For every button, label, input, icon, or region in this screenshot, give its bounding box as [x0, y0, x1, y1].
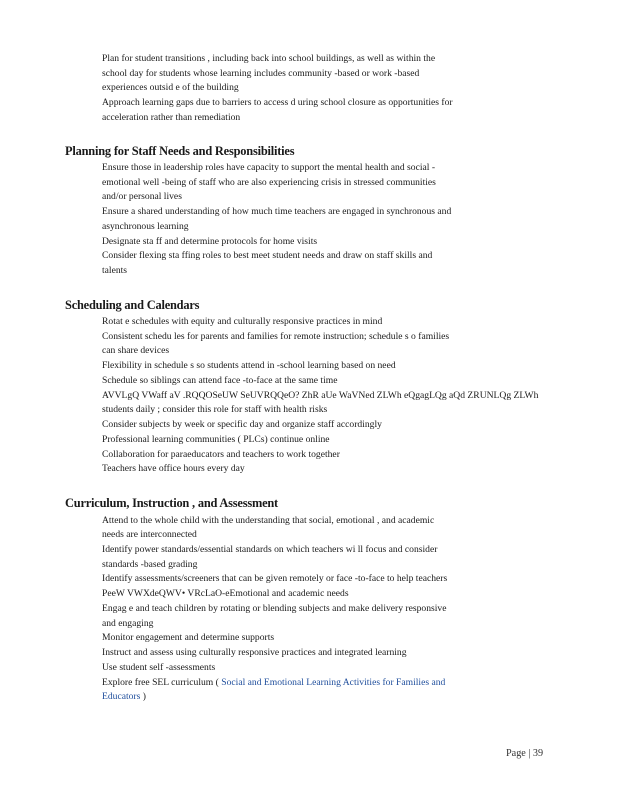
body-line: Ensure those in leadership roles have capacity to support the mental health and social - — [102, 162, 436, 173]
body-line: Identify assessments/screeners that can be given remotely or face -to-face to help teachers — [102, 573, 448, 584]
body-line: needs are interconnected — [102, 529, 197, 540]
body-line: Professional learning communities ( PLCs) continue online — [102, 434, 330, 445]
body-line: Rotat e schedules with equity and culturally responsive practices in mind — [102, 316, 383, 327]
body-line: Schedule so siblings can attend face -to-face at the same time — [102, 375, 338, 386]
section-heading-staff-needs: Planning for Staff Needs and Responsibilities — [65, 144, 295, 158]
body-line: Use student self -assessments — [102, 662, 216, 673]
body-line-sel-curriculum — [102, 676, 542, 691]
body-line: acceleration rather than remediation — [102, 112, 241, 123]
body-line: Teachers have office hours every day — [102, 463, 245, 474]
body-line: AVVLgQ VWaff aV .RQQOSeUW SeUVRQQeO? ZhR aUe WaVNed ZLWh eQgagLQg aQd ZRUNLQg ZLWh — [102, 390, 539, 401]
body-line: can share devices — [102, 345, 170, 356]
body-line: Designate sta ff and determine protocols for home visits — [102, 236, 318, 247]
body-line: talents — [102, 265, 128, 276]
body-line: Approach learning gaps due to barriers to access d uring school closure as opportunities for — [102, 97, 453, 108]
section-heading-scheduling: Scheduling and Calendars — [65, 298, 200, 312]
body-line: Monitor engagement and determine supports — [102, 632, 275, 643]
body-line: Ensure a shared understanding of how much time teachers are engaged in synchronous and — [102, 206, 452, 217]
body-line: experiences outsid e of the building — [102, 82, 239, 93]
body-line: emotional well -being of staff who are also experiencing crisis in stressed communities — [102, 177, 436, 188]
body-line: Consider flexing sta ffing roles to best meet student needs and draw on staff skills and — [102, 250, 433, 261]
body-line: Consider subjects by week or specific day and organize staff accordingly — [102, 419, 382, 430]
body-line: asynchronous learning — [102, 221, 189, 232]
sel-suffix-text: ) — [140, 691, 146, 702]
sel-activities-link-cont[interactable]: Educators — [102, 691, 141, 702]
body-line: school day for students whose learning includes community -based or work -based — [102, 68, 420, 79]
body-line-sel-curriculum-cont — [102, 690, 542, 705]
sel-prefix-text: Explore free SEL curriculum ( — [102, 677, 222, 688]
page-number: Page | 39 — [506, 748, 544, 759]
body-line: Engag e and teach children by rotating or blending subjects and make delivery responsive — [102, 603, 447, 614]
body-line: Attend to the whole child with the understanding that social, emotional , and academic — [102, 515, 435, 526]
section-heading-curriculum: Curriculum, Instruction , and Assessment — [65, 496, 278, 510]
body-line: and/or personal lives — [102, 191, 182, 202]
body-line: Identify power standards/essential standards on which teachers wi ll focus and consider — [102, 544, 438, 555]
body-line: Consistent schedu les for parents and families for remote instruction; schedule s o families — [102, 331, 450, 342]
body-line: Plan for student transitions , including back into school buildings, as well as within the — [102, 53, 436, 64]
body-line: PeeW VWXdeQWV• VRcLaO-eEmotional and academic needs — [102, 588, 349, 599]
body-line: students daily ; consider this role for staff with health risks — [102, 404, 328, 415]
body-line: Collaboration for paraeducators and teachers to work together — [102, 449, 340, 460]
body-line: standards -based grading — [102, 559, 198, 570]
sel-activities-link[interactable]: Social and Emotional Learning Activities for Families and — [221, 677, 446, 688]
body-line: Flexibility in schedule s so students attend in -school learning based on need — [102, 360, 396, 371]
body-line: Instruct and assess using culturally responsive practices and integrated learning — [102, 647, 407, 658]
body-line: and engaging — [102, 618, 154, 629]
